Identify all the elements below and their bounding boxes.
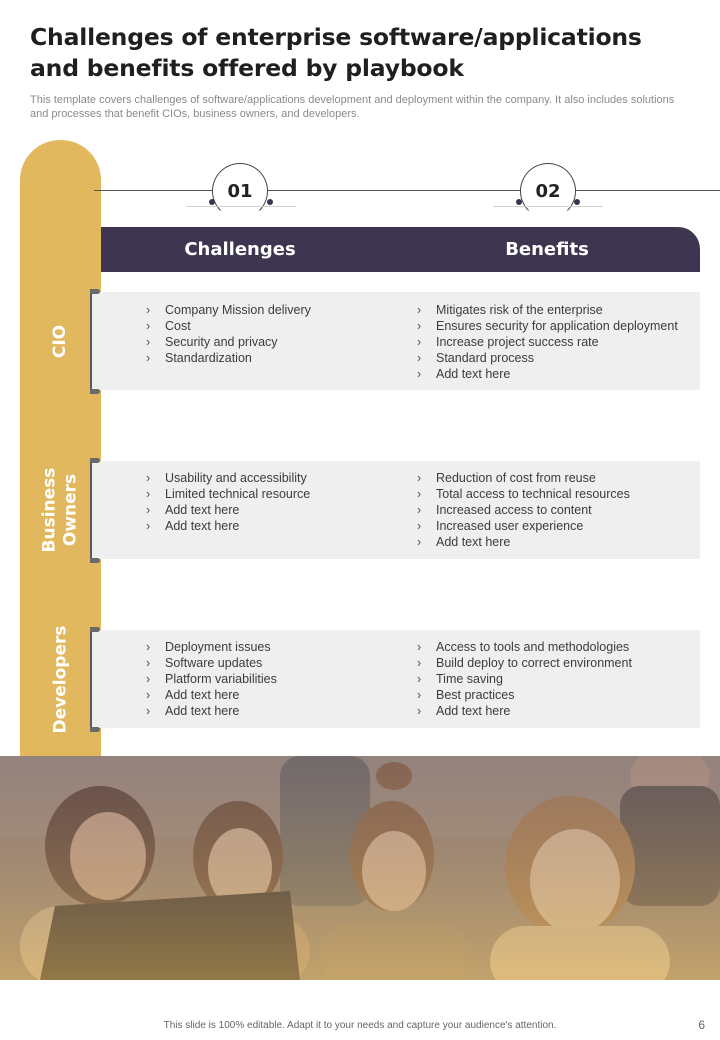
list-item: › Increased access to content xyxy=(417,503,592,517)
list-item: › Standardization xyxy=(146,351,252,365)
business-owners-benefits-list xyxy=(417,470,630,550)
bracket-cap-bottom xyxy=(90,389,100,394)
number-underline-1 xyxy=(186,206,296,207)
dot-2b xyxy=(574,199,580,205)
team-photo xyxy=(0,756,720,980)
connector-line-right xyxy=(576,190,720,191)
bracket-cap-bottom xyxy=(90,727,100,732)
cio-benefits-list xyxy=(417,302,678,382)
column-number-1: 01 xyxy=(212,163,268,219)
table-header xyxy=(101,227,700,272)
number-underline-2 xyxy=(493,206,603,207)
list-item: › Standard process xyxy=(417,351,534,365)
dot-2a xyxy=(516,199,522,205)
list-item: › Best practices xyxy=(417,688,515,702)
connector-line-left xyxy=(94,190,212,191)
list-item: › Time saving xyxy=(417,672,503,686)
list-item: › Platform variabilities xyxy=(146,672,277,686)
list-item: › Build deploy to correct environment xyxy=(417,656,632,670)
list-item: › Reduction of cost from reuse xyxy=(417,471,596,485)
row-label-cio: CIO xyxy=(49,324,70,358)
list-item: › Deployment issues xyxy=(146,640,271,654)
list-item: › Cost xyxy=(146,319,191,333)
row-bracket-business-owners xyxy=(90,461,102,559)
row-bracket-cio xyxy=(90,292,102,390)
bracket-cap-top xyxy=(90,458,100,463)
list-item: › Add text here xyxy=(146,519,240,533)
dot-1a xyxy=(209,199,215,205)
list-item: › Total access to technical resources xyxy=(417,487,630,501)
list-item: › Add text here xyxy=(417,704,511,718)
list-item: › Security and privacy xyxy=(146,335,278,349)
list-item: › Mitigates risk of the enterprise xyxy=(417,303,603,317)
bracket-cap-top xyxy=(90,289,100,294)
list-item: › Usability and accessibility xyxy=(146,471,307,485)
dot-1b xyxy=(267,199,273,205)
list-item: › Company Mission delivery xyxy=(146,303,311,317)
footer-note: This slide is 100% editable. Adapt it to your needs and capture your audience's attention. xyxy=(163,1020,557,1031)
bracket-cap-top xyxy=(90,627,100,632)
developers-benefits-list xyxy=(417,639,632,719)
page-title: Challenges of enterprise software/applications and benefits offered by playbook xyxy=(30,23,642,82)
list-item: › Limited technical resource xyxy=(146,487,311,501)
developers-challenges-list xyxy=(146,639,277,719)
benefits-header: Benefits xyxy=(505,239,589,260)
row-label-business-owners: Business Owners xyxy=(39,467,81,553)
list-item: › Add text here xyxy=(417,367,511,381)
list-item: › Add text here xyxy=(417,535,511,549)
bracket-cap-bottom xyxy=(90,558,100,563)
page-number: 6 xyxy=(698,1018,705,1032)
list-item: › Add text here xyxy=(146,704,240,718)
row-bracket-developers xyxy=(90,630,102,728)
list-item: › Add text here xyxy=(146,503,240,517)
cio-challenges-list xyxy=(146,302,311,366)
list-item: › Access to tools and methodologies xyxy=(417,640,630,654)
list-item: › Increased user experience xyxy=(417,519,584,533)
list-item: › Ensures security for application deployment xyxy=(417,319,678,333)
list-item: › Increase project success rate xyxy=(417,335,599,349)
list-item: › Software updates xyxy=(146,656,263,670)
challenges-header: Challenges xyxy=(184,239,296,260)
column-number-2: 02 xyxy=(520,163,576,219)
business-owners-challenges-list xyxy=(146,470,310,534)
list-item: › Add text here xyxy=(146,688,240,702)
page-subtitle: This template covers challenges of software/applications development and deployment within the company. It also includes solutions and processes that benefit CIOs, business owners, and developers. xyxy=(30,94,675,120)
row-label-developers: Developers xyxy=(50,625,70,733)
connector-line-mid xyxy=(268,190,520,191)
